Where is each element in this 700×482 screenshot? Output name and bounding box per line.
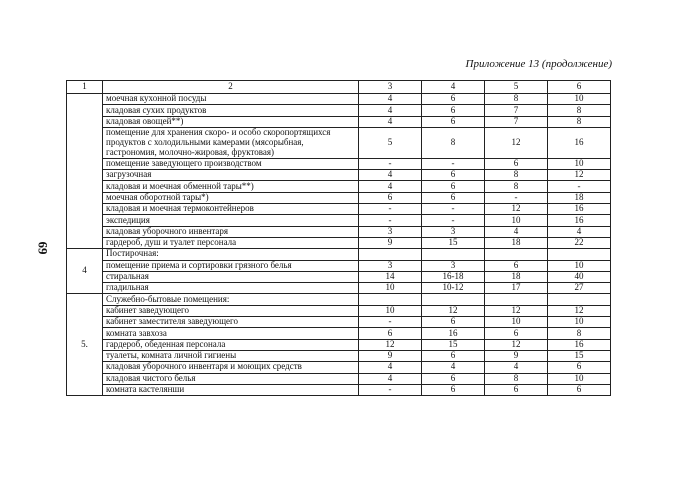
value-col-3: 10: [359, 305, 422, 316]
value-col-5: 4: [485, 362, 548, 373]
value-col-6: 8: [548, 328, 611, 339]
value-col-3: 12: [359, 339, 422, 350]
value-col-5: 4: [485, 226, 548, 237]
header-cell-3: 3: [359, 81, 422, 94]
room-name: кладовая овощей**): [103, 116, 359, 127]
value-col-3: 4: [359, 105, 422, 116]
table-row: [67, 215, 611, 226]
value-col-6: 12: [548, 305, 611, 316]
table-row: [67, 116, 611, 127]
value-col-5: 6: [485, 384, 548, 395]
value-col-3: 14: [359, 271, 422, 282]
value-col-6: 15: [548, 350, 611, 361]
value-col-6: 4: [548, 226, 611, 237]
header-cell-4: 4: [422, 81, 485, 94]
value-col-4: 4: [422, 362, 485, 373]
value-col-3: -: [359, 215, 422, 226]
table-row: [67, 94, 611, 105]
section-number: 5.: [67, 294, 103, 396]
value-col-5: -: [485, 192, 548, 203]
value-col-5: 18: [485, 271, 548, 282]
value-col-5: 6: [485, 158, 548, 169]
value-col-5: 6: [485, 260, 548, 271]
room-name: кабинет заведующего: [103, 305, 359, 316]
value-col-3: 4: [359, 181, 422, 192]
value-col-4: 6: [422, 317, 485, 328]
empty-cell: [548, 249, 611, 260]
section-title: Служебно-бытовые помещения:: [103, 294, 359, 305]
section-title: Постирочная:: [103, 249, 359, 260]
table-row: [67, 305, 611, 316]
value-col-3: 3: [359, 226, 422, 237]
value-col-6: 10: [548, 373, 611, 384]
value-col-4: 15: [422, 339, 485, 350]
table-row: [67, 237, 611, 248]
table-row: [67, 204, 611, 215]
room-name: помещение заведующего производством: [103, 158, 359, 169]
table-row: [67, 226, 611, 237]
header-row: [67, 81, 611, 94]
value-col-5: 7: [485, 116, 548, 127]
value-col-3: 4: [359, 362, 422, 373]
empty-cell: [422, 249, 485, 260]
value-col-6: 10: [548, 317, 611, 328]
value-col-5: 10: [485, 215, 548, 226]
value-col-6: 40: [548, 271, 611, 282]
value-col-6: 10: [548, 94, 611, 105]
table-row: [67, 192, 611, 203]
value-col-4: 6: [422, 373, 485, 384]
header-cell-1: 1: [67, 81, 103, 94]
value-col-6: 8: [548, 105, 611, 116]
value-col-6: -: [548, 181, 611, 192]
value-col-6: 8: [548, 116, 611, 127]
value-col-5: 12: [485, 127, 548, 158]
value-col-5: 7: [485, 105, 548, 116]
value-col-3: 5: [359, 127, 422, 158]
value-col-4: 8: [422, 127, 485, 158]
section-title-row: [67, 249, 611, 260]
table-row: [67, 170, 611, 181]
value-col-4: 12: [422, 305, 485, 316]
value-col-6: 16: [548, 215, 611, 226]
room-name: экспедиция: [103, 215, 359, 226]
value-col-3: 3: [359, 260, 422, 271]
room-name: загрузочная: [103, 170, 359, 181]
section-number: 4: [67, 249, 103, 294]
value-col-4: 6: [422, 105, 485, 116]
table-row: [67, 339, 611, 350]
value-col-6: 10: [548, 260, 611, 271]
room-name: кладовая и моечная термоконтейнеров: [103, 204, 359, 215]
empty-cell: [485, 294, 548, 305]
room-name: туалеты, комната личной гигиены: [103, 350, 359, 361]
table-row: [67, 181, 611, 192]
value-col-3: 4: [359, 116, 422, 127]
value-col-5: 12: [485, 204, 548, 215]
room-name: гардероб, душ и туалет персонала: [103, 237, 359, 248]
room-name: комната завхоза: [103, 328, 359, 339]
empty-cell: [548, 294, 611, 305]
value-col-3: 6: [359, 192, 422, 203]
value-col-3: 10: [359, 283, 422, 294]
value-col-4: -: [422, 158, 485, 169]
section-number: [67, 94, 103, 249]
value-col-3: -: [359, 317, 422, 328]
room-name: моечная оборотной тары*): [103, 192, 359, 203]
value-col-5: 8: [485, 94, 548, 105]
value-col-6: 6: [548, 384, 611, 395]
room-name: гладильная: [103, 283, 359, 294]
value-col-3: -: [359, 158, 422, 169]
table-row: [67, 317, 611, 328]
table-row: [67, 105, 611, 116]
empty-cell: [359, 249, 422, 260]
value-col-4: 6: [422, 350, 485, 361]
value-col-4: 6: [422, 170, 485, 181]
value-col-4: -: [422, 215, 485, 226]
table-row: [67, 328, 611, 339]
value-col-6: 12: [548, 170, 611, 181]
room-name: моечная кухонной посуды: [103, 94, 359, 105]
value-col-4: 15: [422, 237, 485, 248]
value-col-5: 6: [485, 328, 548, 339]
value-col-3: -: [359, 204, 422, 215]
value-col-4: 6: [422, 192, 485, 203]
value-col-5: 8: [485, 181, 548, 192]
table-row: [67, 158, 611, 169]
value-col-4: 6: [422, 181, 485, 192]
room-name: кладовая и моечная обменной тары**): [103, 181, 359, 192]
value-col-6: 6: [548, 362, 611, 373]
value-col-6: 16: [548, 339, 611, 350]
table-row: [67, 127, 611, 158]
empty-cell: [485, 249, 548, 260]
room-name: кладовая сухих продуктов: [103, 105, 359, 116]
premises-table: [66, 80, 611, 396]
value-col-6: 16: [548, 204, 611, 215]
value-col-4: 3: [422, 260, 485, 271]
value-col-3: 9: [359, 237, 422, 248]
section-title-row: [67, 294, 611, 305]
value-col-5: 8: [485, 373, 548, 384]
empty-cell: [422, 294, 485, 305]
table-row: [67, 350, 611, 361]
room-name: стиральная: [103, 271, 359, 282]
value-col-6: 16: [548, 127, 611, 158]
room-name: кладовая уборочного инвентаря и моющих средств: [103, 362, 359, 373]
value-col-5: 17: [485, 283, 548, 294]
room-name: кладовая уборочного инвентаря: [103, 226, 359, 237]
value-col-3: 4: [359, 373, 422, 384]
value-col-3: -: [359, 384, 422, 395]
value-col-4: 16: [422, 328, 485, 339]
value-col-5: 9: [485, 350, 548, 361]
value-col-4: 6: [422, 384, 485, 395]
value-col-3: 4: [359, 170, 422, 181]
value-col-4: 6: [422, 116, 485, 127]
room-name: гардероб, обеденная персонала: [103, 339, 359, 350]
room-name: кладовая чистого белья: [103, 373, 359, 384]
table-row: [67, 373, 611, 384]
value-col-4: -: [422, 204, 485, 215]
room-name: помещение приема и сортировки грязного белья: [103, 260, 359, 271]
appendix-caption: Приложение 13 (продолжение): [465, 58, 612, 70]
value-col-5: 12: [485, 305, 548, 316]
value-col-3: 4: [359, 94, 422, 105]
value-col-4: 3: [422, 226, 485, 237]
value-col-5: 12: [485, 339, 548, 350]
room-name: кабинет заместителя заведующего: [103, 317, 359, 328]
table-row: [67, 384, 611, 395]
value-col-5: 8: [485, 170, 548, 181]
value-col-4: 6: [422, 94, 485, 105]
table-row: [67, 362, 611, 373]
value-col-6: 22: [548, 237, 611, 248]
value-col-3: 9: [359, 350, 422, 361]
table-row: [67, 260, 611, 271]
header-cell-6: 6: [548, 81, 611, 94]
value-col-6: 18: [548, 192, 611, 203]
room-name: помещение для хранения скоро- и особо скоропортящихся продуктов с холодильными камерами (мясорыбная, гастрономия, молочно-жировая, фруктовая): [103, 127, 359, 158]
value-col-4: 16-18: [422, 271, 485, 282]
room-name: комната кастелянши: [103, 384, 359, 395]
value-col-6: 10: [548, 158, 611, 169]
value-col-5: 18: [485, 237, 548, 248]
value-col-5: 10: [485, 317, 548, 328]
header-cell-5: 5: [485, 81, 548, 94]
page-number: 69: [35, 241, 51, 255]
header-cell-2: 2: [103, 81, 359, 94]
empty-cell: [359, 294, 422, 305]
value-col-4: 10-12: [422, 283, 485, 294]
table-row: [67, 271, 611, 282]
value-col-3: 6: [359, 328, 422, 339]
value-col-6: 27: [548, 283, 611, 294]
table-row: [67, 283, 611, 294]
